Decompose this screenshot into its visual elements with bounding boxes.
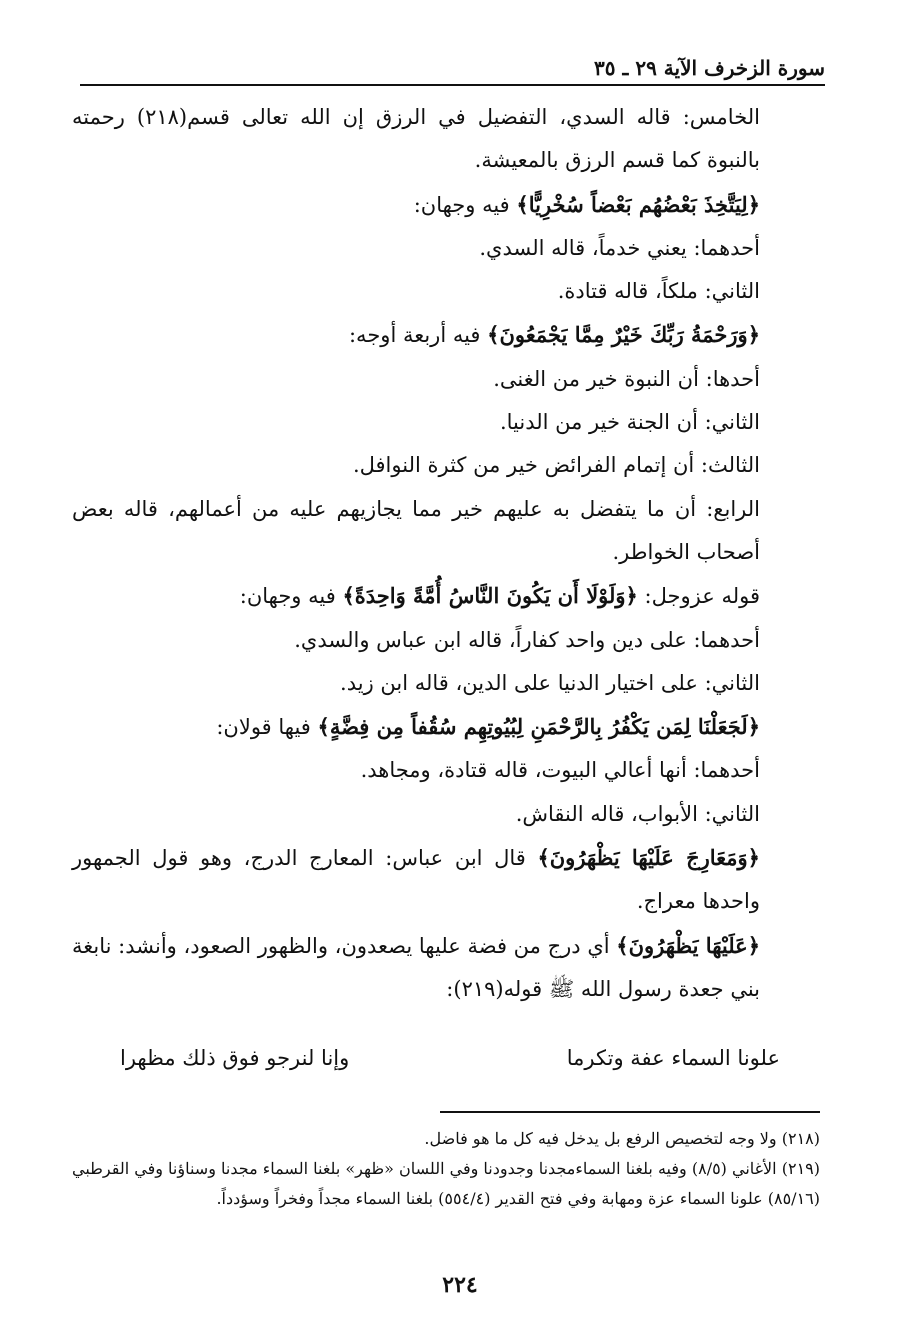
- footnotes: [72, 1124, 820, 1214]
- paragraph: [72, 313, 820, 357]
- footnote-218: (٢١٨) ولا وجه لتخصيص الرفع بل يدخل فيه كل ما هو فاضل.: [424, 1129, 820, 1148]
- paragraph: أحدها: أن النبوة خير من الغنى.: [493, 366, 760, 391]
- quran-verse: ﴿وَمَعَارِجَ عَلَيْهَا يَظْهَرُونَ﴾: [537, 845, 760, 871]
- quran-verse: ﴿وَرَحْمَةُ رَبِّكَ خَيْرٌ مِمَّا يَجْمَعُونَ﴾: [487, 322, 760, 348]
- paragraph: الثاني: ملكاً، قاله قتادة.: [557, 279, 760, 304]
- footnote-divider: [440, 1111, 820, 1113]
- paragraph-text: قال ابن عباس: المعارج الدرج، وهو قول الجمهور واحدها معراج.: [72, 846, 760, 914]
- paragraph: الثاني: على اختيار الدنيا على الدين، قاله ابن زيد.: [340, 670, 760, 695]
- paragraph-text: فيه أربعة أوجه:: [348, 323, 488, 348]
- paragraph: الثالث: أن إتمام الفرائض خير من كثرة النوافل.: [352, 453, 760, 478]
- quran-verse: ﴿لِيَتَّخِذَ بَعْضُهُم بَعْضاً سُخْرِيًّا﴾: [516, 191, 760, 217]
- paragraph: [72, 924, 820, 1012]
- paragraph: الثاني: أن الجنة خير من الدنيا.: [499, 410, 760, 435]
- paragraph: الرابع: أن ما يتفضل به عليهم خير مما يجازيهم عليه من أعمالهم، قاله بعض أصحاب الخواطر.: [72, 496, 760, 564]
- paragraph: أحدهما: أنها أعالي البيوت، قاله قتادة، ومجاهد.: [360, 758, 760, 783]
- poem-hemistich-first: علونا السماء عفة وتكرما: [566, 1046, 780, 1070]
- paragraph: الثاني: الأبواب، قاله النقاش.: [515, 801, 760, 826]
- paragraph-text: فيها قولان:: [216, 715, 318, 740]
- paragraph: [72, 705, 820, 749]
- running-header: [80, 50, 825, 86]
- quran-verse: ﴿وَلَوْلَا أَن يَكُونَ النَّاسُ أُمَّةً وَاحِدَةً﴾: [342, 583, 638, 609]
- quran-verse: ﴿لَجَعَلْنَا لِمَن يَكْفُرُ بِالرَّحْمَنِ لِبُيُوتِهِم سُقُفاً مِن فِضَّةٍ﴾: [317, 714, 760, 740]
- paragraph: الخامس: قاله السدي، التفضيل في الرزق إن الله تعالى قسم(٢١٨) رحمته بالنبوة كما قسم الرزق بالمعيشة.: [72, 105, 760, 173]
- page-number: ٢٢٤: [442, 1272, 478, 1298]
- header-title: سورة الزخرف الآية ٢٩ ـ ٣٥: [594, 56, 825, 80]
- paragraph: [72, 183, 820, 227]
- quran-verse: ﴿عَلَيْهَا يَظْهَرُونَ﴾: [616, 932, 761, 958]
- paragraph-text: قوله عزوجل:: [637, 584, 760, 609]
- paragraph: أحدهما: على دين واحد كفاراً، قاله ابن عباس والسدي.: [294, 627, 760, 652]
- paragraph: [72, 574, 820, 618]
- paragraph: أحدهما: يعني خدماً، قاله السدي.: [479, 235, 760, 260]
- paragraph-text: فيه وجهان:: [413, 192, 517, 217]
- poem-verse: [120, 1046, 780, 1086]
- poem-hemistich-second: وإنا لنرجو فوق ذلك مظهرا: [120, 1046, 350, 1070]
- main-text: [72, 96, 820, 1011]
- paragraph: [72, 836, 820, 924]
- paragraph-text: فيه وجهان:: [239, 584, 343, 609]
- footnote-219: (٢١٩) الأغاني (٨/٥) وفيه بلغنا السماءمجدنا وجدودنا وفي اللسان «ظهر» بلغنا السماء مجدنا وسناؤنا وفي القرطبي (٨٥/١٦) علونا السماء عزة ومهابة وفي فتح القدير (٥٥٤/٤) بلغنا السماء مجداً وفخراً وسؤدداً.: [72, 1159, 820, 1208]
- paragraph-text: أي درج من فضة عليها يصعدون، والظهور الصعود، وأنشد: نابغة بني جعدة رسول الله ﷺ قوله(٢١٩):: [72, 933, 760, 1001]
